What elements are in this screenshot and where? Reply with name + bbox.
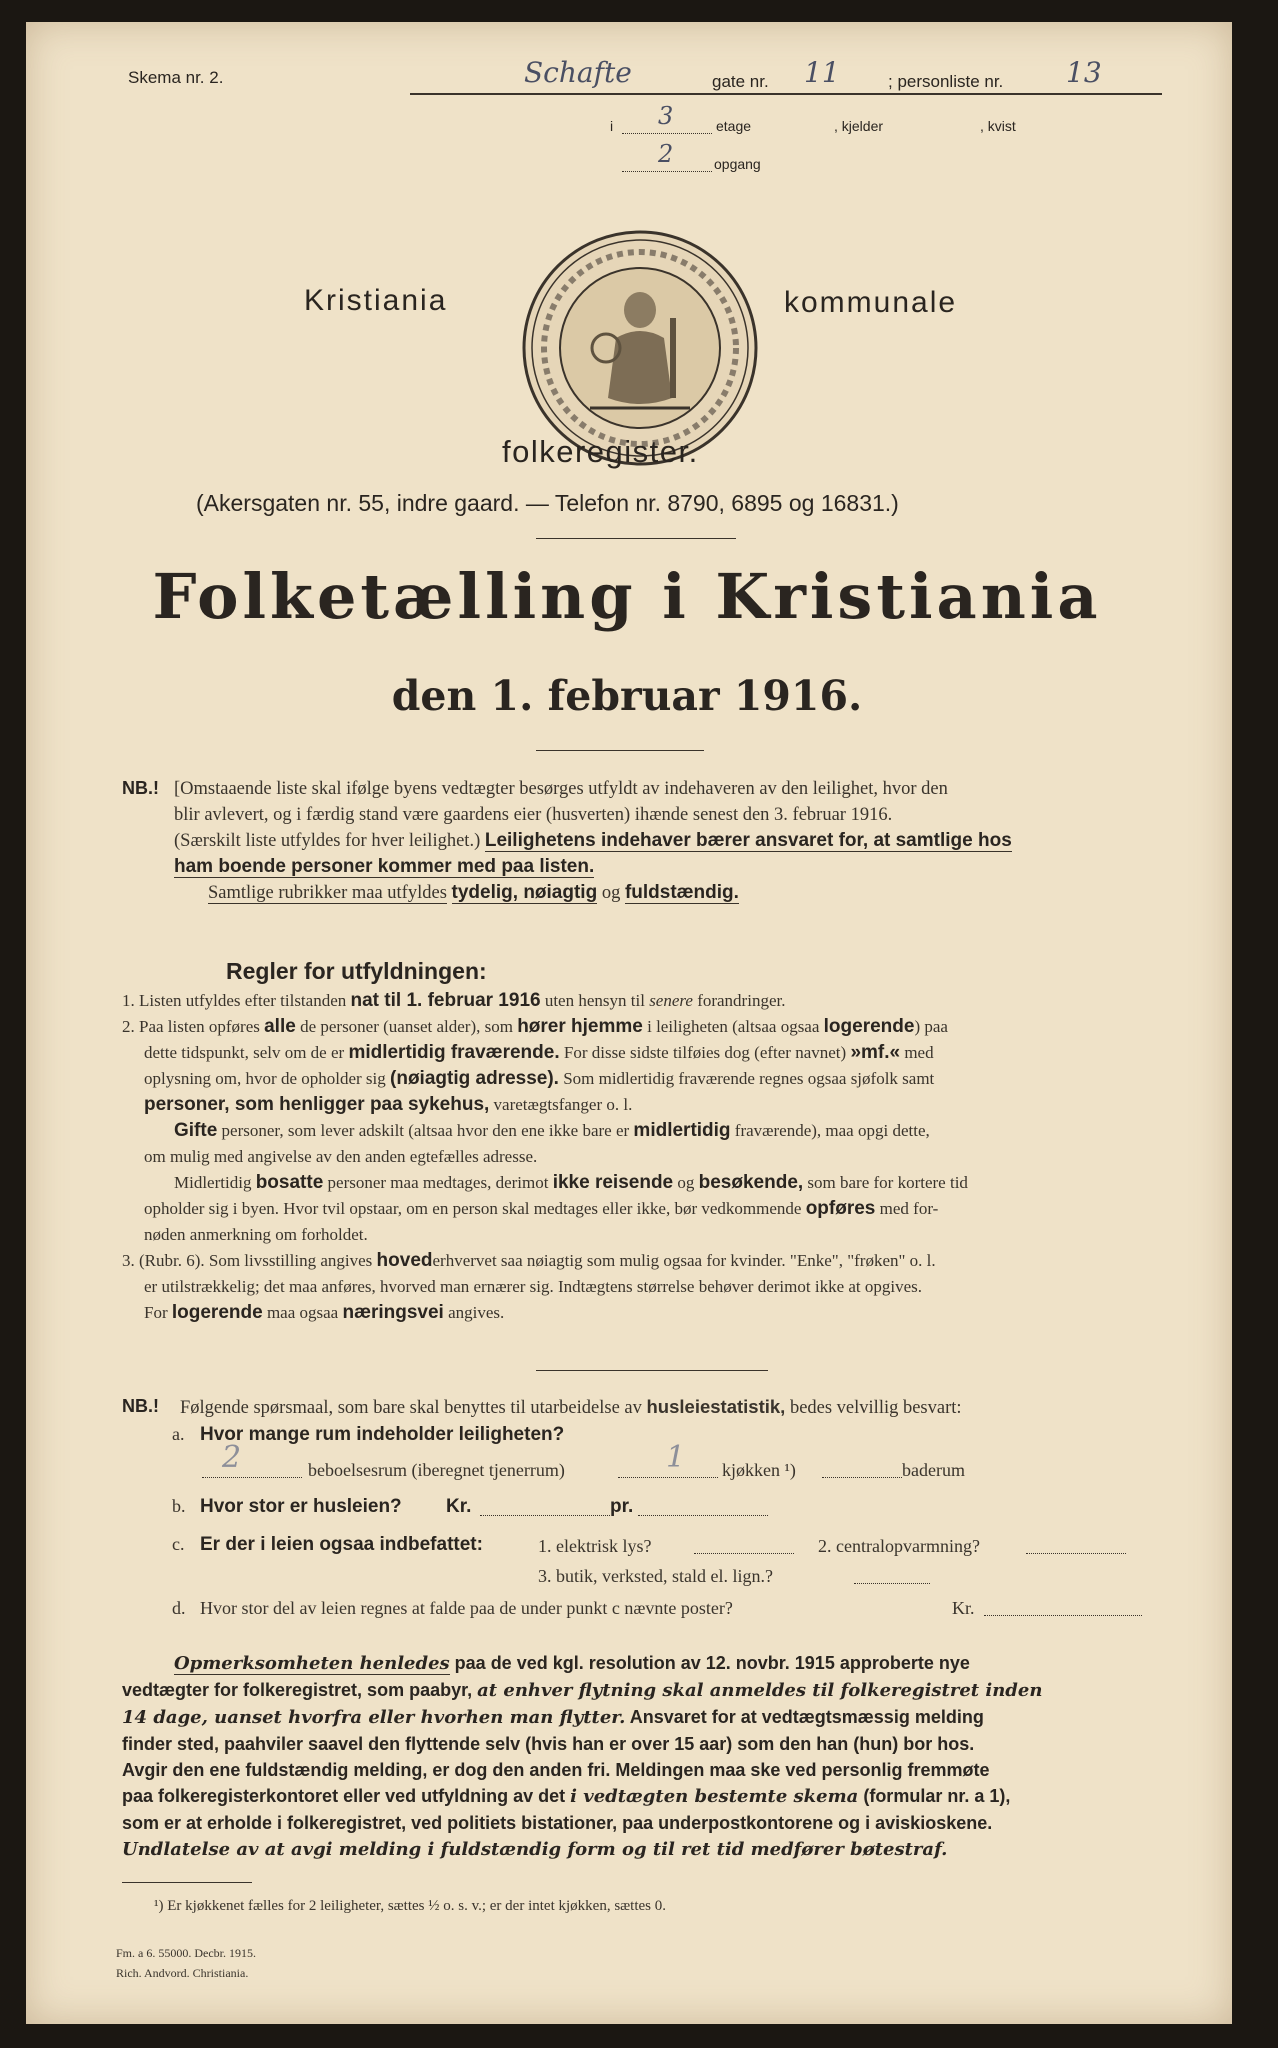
rule-emphasis: nat til 1. februar 1916 [350, 990, 541, 1011]
city-seal-graphic [520, 228, 760, 468]
notice-italic: 14 dage, uanset hvorfra eller hvorhen man flytter. [122, 1707, 626, 1728]
opgang-label: opgang [714, 156, 761, 172]
rule-text: (Rubr. 6). Som livsstilling angives [139, 1251, 373, 1270]
notice-text: (formular nr. a 1), [863, 1786, 1011, 1806]
nb1-line: og [601, 883, 621, 903]
question-letter: a. [172, 1424, 185, 1444]
rules-heading: Regler for utfyldningen: [226, 958, 487, 984]
rule-emphasis: personer, som henligger paa sykehus, [144, 1094, 490, 1115]
rule-emphasis: Gifte [174, 1120, 218, 1141]
kommunale-word: kommunale [784, 286, 958, 319]
census-form-sheet [26, 22, 1232, 2024]
question-a: Hvor mange rum indeholder leiligheten? [200, 1424, 565, 1445]
nb1-emphasis: ham boende personer kommer med paa listen. [174, 856, 595, 877]
nb2-emphasis: husleiestatistik, [646, 1396, 786, 1417]
bath-label: baderum [902, 1460, 965, 1480]
nb1-line: Samtlige rubrikker maa utfyldes [208, 883, 447, 903]
city-seal [520, 228, 760, 468]
opgang-line [622, 170, 712, 172]
rule-text: med for- [879, 1199, 939, 1218]
nb1-emphasis: tydelig, nøiagtig [451, 882, 598, 903]
rule-text: forandringer. [697, 991, 786, 1010]
footnote-divider [122, 1882, 252, 1883]
rule-emphasis: ikke reisende [552, 1172, 674, 1193]
rule-text: fraværende), maa opgi dette, [734, 1121, 930, 1140]
rule-emphasis: alle [264, 1016, 296, 1037]
rule-text: de personer (uanset alder), som [300, 1017, 513, 1036]
rule-emphasis: logerende [823, 1016, 915, 1037]
notice-italic: i vedtægten bestemte skema [570, 1786, 859, 1807]
notice-text: paa de ved kgl. resolution av 12. novbr. 1915 approberte nye [454, 1653, 970, 1673]
skema-label: Skema nr. 2. [128, 68, 224, 87]
nb1-line: (Særskilt liste utfyldes for hver leilighet.) [174, 831, 481, 851]
gate-number-handwritten: 11 [804, 56, 840, 89]
rule-text: Som midlertidig fraværende regnes ogsaa sjøfolk samt [563, 1069, 935, 1088]
kvist-label: , kvist [980, 118, 1016, 134]
imprint-line: Rich. Andvord. Christiania. [116, 1966, 249, 1980]
opgang-handwritten: 2 [658, 140, 674, 168]
notice-text: Ansvaret for at vedtægtsmæssig melding [629, 1707, 984, 1727]
nb-label: NB.! [122, 778, 159, 798]
nb-label: NB.! [122, 1396, 159, 1416]
d-kr-label: Kr. [952, 1598, 975, 1618]
rule-text: Paa listen opføres [139, 1017, 260, 1036]
rule-text: i leiligheten (altsaa ogsaa [647, 1017, 820, 1036]
rule-text: personer, som lever adskilt (altsaa hvor den ene ikke bare er [221, 1121, 630, 1140]
rule-emphasis: bosatte [255, 1172, 324, 1193]
nb1-emphasis: fuldstændig. [624, 882, 739, 903]
etage-label: etage [716, 118, 752, 134]
rule-text: Listen utfyldes efter tilstanden [139, 991, 347, 1010]
rule-emphasis: (nøiagtig adresse). [390, 1068, 559, 1089]
kr-label: Kr. [446, 1496, 472, 1517]
kjelder-label: , kjelder [834, 118, 884, 134]
notice-text: finder sted, paahviler saavel den flyttende selv (hvis han er over 15 aar) som den han (hun) bor hos. [122, 1734, 975, 1754]
rule-text: Midlertidig [174, 1173, 252, 1192]
notice-text: paa folkeregisterkontoret eller ved utfyldning av det [122, 1786, 566, 1806]
shop-line [854, 1582, 930, 1584]
rule-emphasis: midlertidig fraværende. [348, 1042, 560, 1063]
question-letter: c. [172, 1534, 185, 1554]
rule-text: som bare for kortere tid [807, 1173, 968, 1192]
divider [536, 1370, 768, 1371]
header-rule [410, 93, 1162, 95]
rule-number: 3. [122, 1251, 135, 1270]
question-letter: b. [172, 1496, 186, 1516]
i-label: i [610, 118, 614, 134]
rule-emphasis: besøkende, [698, 1172, 804, 1193]
option-heating: 2. centralopvarmning? [818, 1536, 980, 1556]
nb1-emphasis: Leilighetens indehaver bærer ansvaret for, at samtlige hos [484, 830, 1012, 851]
personliste-number-handwritten: 13 [1066, 56, 1102, 89]
rule-text: varetægtsfanger o. l. [493, 1095, 633, 1114]
rooms-handwritten: 2 [222, 1440, 242, 1475]
rule-emphasis: opføres [805, 1198, 876, 1219]
folkeregister-title: folkeregister. [502, 434, 699, 469]
nb1-line: blir avlevert, og i færdig stand være gaardens eier (husverten) ihænde senest den 3. februar 1916. [174, 805, 893, 825]
notice-text: vedtægter for folkeregistret, som paabyr, [122, 1680, 473, 1700]
census-date: den 1. februar 1916. [391, 672, 863, 720]
bath-line [822, 1476, 902, 1478]
rule-text: opholder sig i byen. Hvor tvil opstaar, om en person skal medtages eller ikke, bør vedkommende [144, 1199, 802, 1218]
per-label: pr. [610, 1496, 634, 1517]
rule-text: dette tidspunkt, selv om de er [144, 1043, 345, 1062]
question-letter: d. [172, 1598, 186, 1618]
rule-emphasis: logerende [171, 1302, 263, 1323]
question-b: Hvor stor er husleien? [200, 1496, 402, 1517]
rooms-line [202, 1476, 302, 1478]
rule-emphasis: »mf.« [850, 1042, 901, 1063]
rule-emphasis: hører hjemme [517, 1016, 643, 1037]
footnote: ¹) Er kjøkkenet fælles for 2 leiligheter, sættes ½ o. s. v.; er der intet kjøkken, sættes 0. [154, 1898, 666, 1914]
personliste-label: ; personliste nr. [888, 72, 1004, 91]
imprint-line: Fm. a 6. 55000. Decbr. 1915. [116, 1946, 256, 1960]
notice-italic: at enhver flytning skal anmeldes til folkeregistret inden [477, 1680, 1043, 1701]
rule-text: ) paa [914, 1017, 948, 1036]
rule-text: personer maa medtages, derimot [327, 1173, 549, 1192]
rooms-label: beboelsesrum (iberegnet tjenerrum) [308, 1460, 565, 1480]
rule-number: 2. [122, 1017, 135, 1036]
divider [536, 538, 736, 539]
notice-lead: Opmerksomheten henledes [174, 1653, 450, 1674]
rule-text: For [144, 1303, 168, 1322]
gate-label: gate nr. [712, 72, 769, 91]
etage-handwritten: 3 [658, 102, 674, 130]
period-line [638, 1514, 768, 1516]
rule-text: angives. [448, 1303, 505, 1322]
option-shop: 3. butik, verksted, stald el. lign.? [538, 1566, 773, 1586]
notice-text: som er at erholde i folkeregistret, ved politiets bistationer, paa underpostkontorene og i aviskioskene. [122, 1813, 993, 1833]
kitchen-handwritten: 1 [666, 1440, 686, 1475]
question-c: Er der i leien ogsaa indbefattet: [200, 1534, 483, 1555]
kristiania-word: Kristiania [304, 284, 448, 317]
rule-text: For disse sidste tilføies dog (efter navnet) [563, 1043, 847, 1062]
nb1-line: [Omstaaende liste skal ifølge byens vedtægter besørges utfyldt av indehaveren av den leilighet, hvor den [174, 779, 948, 799]
rule-text: erhvervet saa nøiagtig som mulig ogsaa for kvinder. "Enke", "frøken" o. l. [432, 1251, 936, 1270]
electric-line [694, 1552, 794, 1554]
rent-line [480, 1514, 610, 1516]
rule-text: uten hensyn til [544, 991, 645, 1010]
share-line [984, 1614, 1142, 1616]
rule-text: er utilstrækkelig; det maa anføres, hvorved man ernærer sig. Indtægtens størrelse behøver derimot ikke at opgives. [144, 1277, 923, 1296]
kitchen-label: kjøkken ¹) [722, 1460, 796, 1480]
notice-italic: Undlatelse av at avgi melding i fuldstændig form og til ret tid medfører bøtestraf. [122, 1839, 948, 1860]
rule-text: om mulig med angivelse av den anden egtefælles adresse. [144, 1147, 538, 1166]
rule-text: maa ogsaa [266, 1303, 339, 1322]
office-address: (Akersgaten nr. 55, indre gaard. — Telefon nr. 8790, 6895 og 16831.) [196, 490, 899, 516]
street-name-handwritten: Schafte [524, 56, 632, 89]
kitchen-line [618, 1476, 718, 1478]
rule-emphasis: hoved [376, 1250, 433, 1271]
heating-line [1026, 1552, 1126, 1554]
question-d: Hvor stor del av leien regnes at falde paa de under punkt c nævnte poster? [200, 1598, 733, 1618]
notice-text: Avgir den ene fuldstændig melding, er dog den anden fri. Meldingen maa ske ved personlig fremmøte [122, 1760, 990, 1780]
divider [536, 750, 704, 751]
rule-text: med [904, 1043, 934, 1062]
nb2-text: Følgende spørsmaal, som bare skal benyttes til utarbeidelse av [180, 1398, 642, 1418]
rule-text: nøden anmerkning om forholdet. [144, 1225, 368, 1244]
rule-text: oplysning om, hvor de opholder sig [144, 1069, 386, 1088]
etage-line [622, 132, 712, 134]
rule-italic: senere [649, 991, 693, 1010]
option-electric: 1. elektrisk lys? [538, 1536, 652, 1556]
nb2-text: bedes velvillig besvart: [789, 1398, 962, 1418]
rule-emphasis: næringsvei [342, 1302, 444, 1323]
rule-emphasis: midlertidig [633, 1120, 731, 1141]
rule-text: og [677, 1173, 695, 1192]
main-title: Folketælling i Kristiania [152, 560, 1102, 633]
rule-number: 1. [122, 991, 135, 1010]
